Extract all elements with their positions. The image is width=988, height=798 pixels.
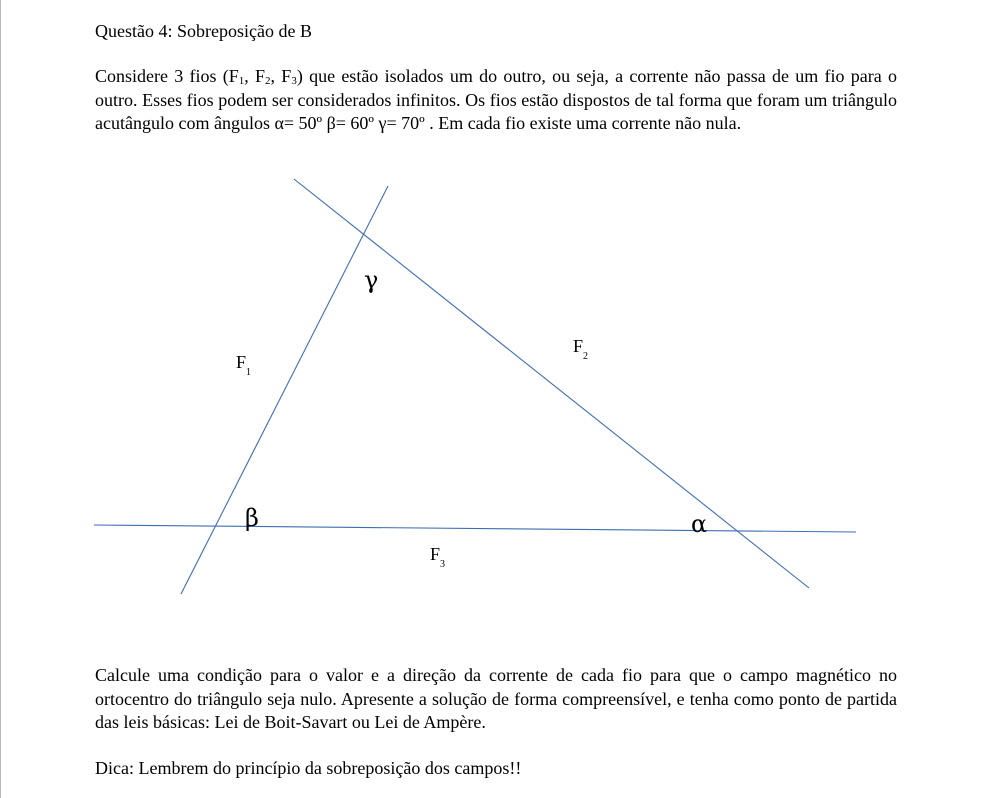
wire-f1-line [181, 186, 388, 594]
wire-f3-line [94, 525, 856, 532]
intro-subscript-2: 2 [265, 75, 271, 87]
wire-f2-label [573, 336, 588, 362]
intro-separator-1: , F [244, 66, 266, 86]
wire-f3-label [430, 544, 445, 570]
task-paragraph: Calcule uma condição para o valor e a direção da corrente de cada fio para que o campo magnético no ortocentro do triângulo seja nulo. Apresente a solução de forma compreensível, e tenha como ponto de partida das leis básicas: Lei de Boit-Savart ou Lei de Ampère. [95, 665, 897, 732]
wire-f3-index: 3 [440, 559, 446, 570]
wire-f2-index: 2 [583, 351, 589, 362]
hint-paragraph: Dica: Lembrem do princípio da sobreposição dos campos!! [95, 758, 522, 778]
intro-text-start: Considere 3 fios (F [95, 66, 239, 86]
wire-f3-letter: F [430, 544, 441, 564]
wire-f2-letter: F [573, 336, 584, 356]
intro-separator-2: , F [270, 66, 292, 86]
wire-f1-label [236, 352, 251, 378]
wire-f2-line [294, 179, 809, 588]
angle-beta-label: β [245, 504, 259, 532]
wire-f1-index: 1 [246, 367, 252, 378]
angle-alpha-label: α [691, 510, 708, 538]
intro-subscript-1: 1 [238, 75, 245, 87]
intro-text-rest: ) que estão isolados um do outro, ou seja, a corrente não passa de um fio para o outro. Esses fios podem ser considerados infinitos. Os fios estão dispostos de tal forma que foram um triângulo acutângulo com ângulos α= 50º β= 60º γ= 70º . Em cada fio existe uma corrente não nula. [95, 66, 898, 133]
question-title: Questão 4: Sobreposição de B [95, 21, 312, 41]
intro-subscript-3: 3 [291, 75, 297, 87]
wire-f1-letter: F [236, 352, 247, 372]
angle-gamma-label: γ [364, 266, 379, 294]
